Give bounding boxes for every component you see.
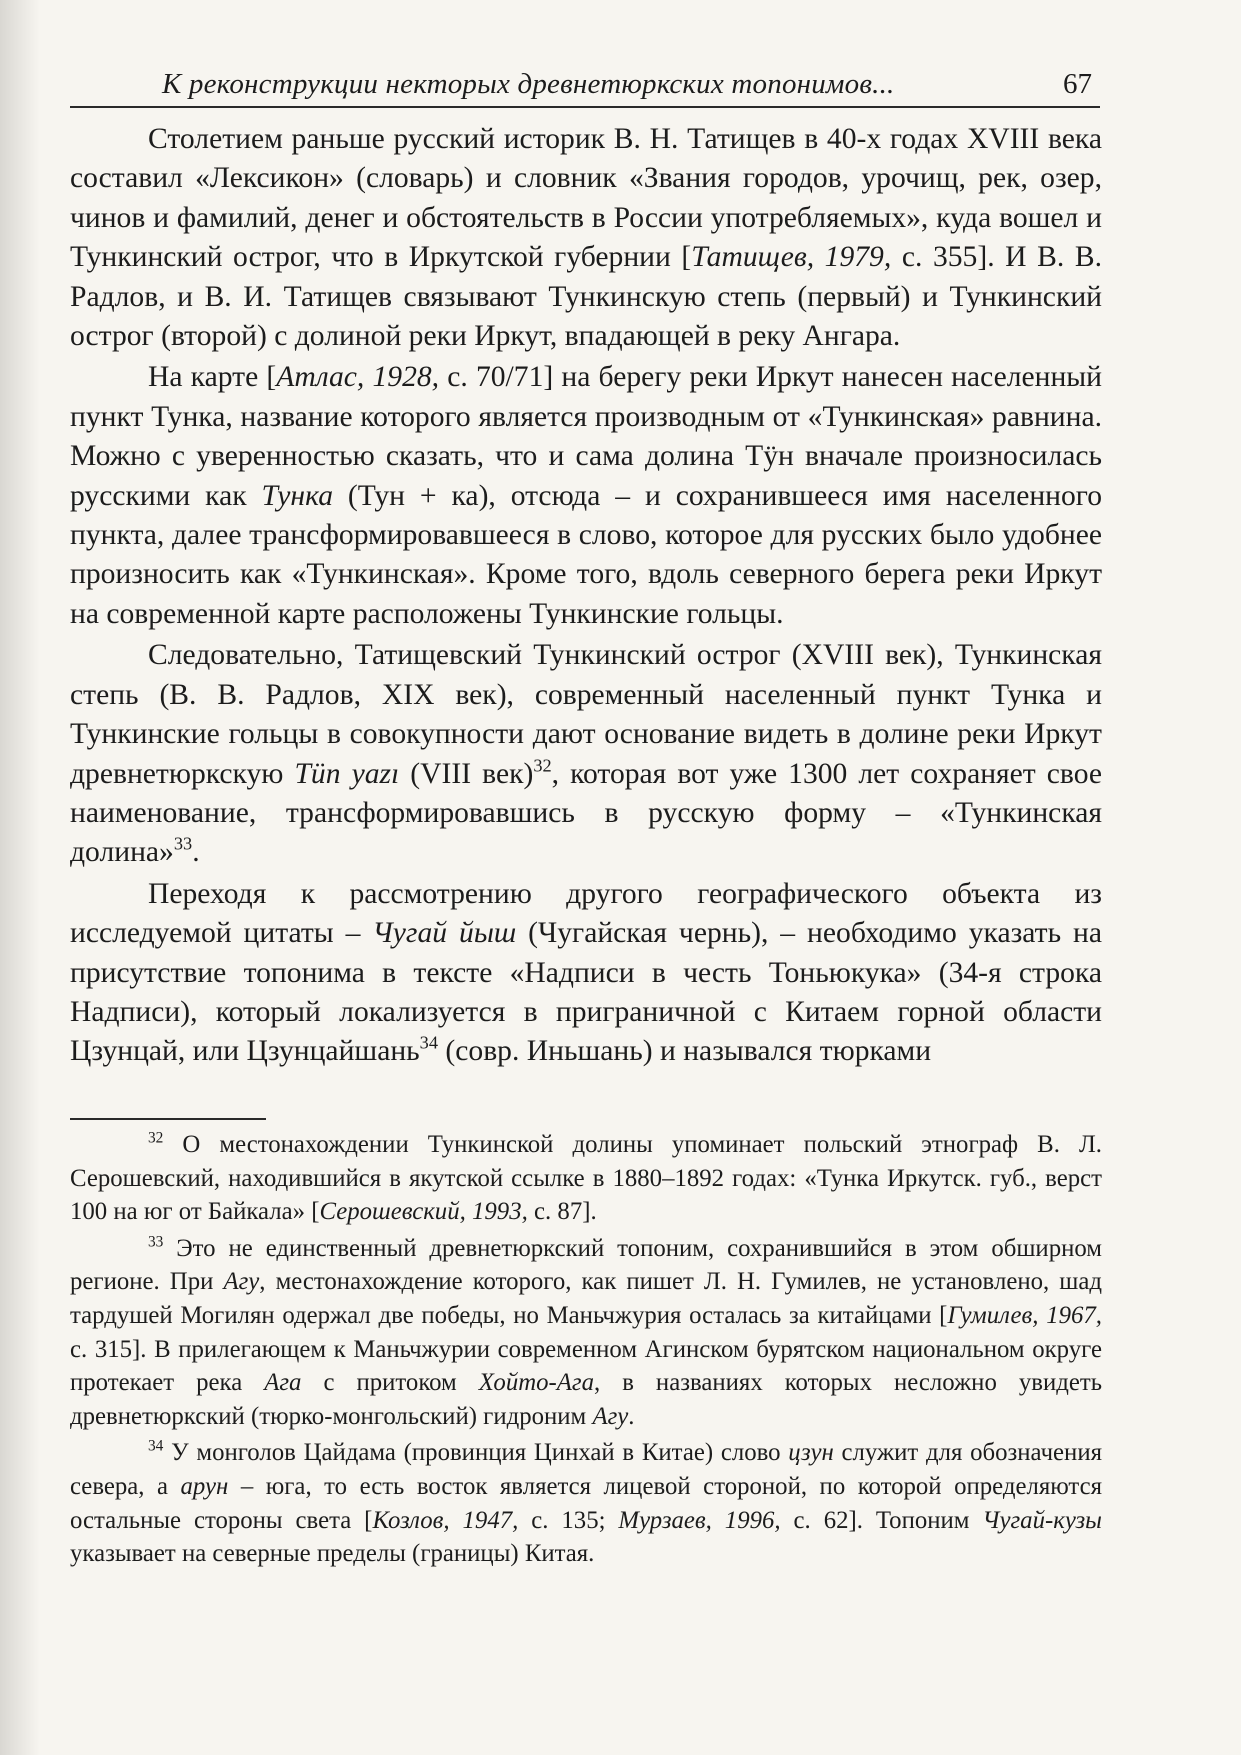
text-run: . — [628, 1402, 635, 1430]
italic-term: Тунка — [261, 479, 333, 512]
footnote-34 — [70, 1436, 1102, 1570]
footnote-ref[interactable]: 32 — [533, 755, 552, 776]
footnote-33 — [70, 1232, 1102, 1434]
text-run: , в названиях которых несложно увидеть древнетюркский (тюрко-монгольский) гидроним — [70, 1369, 1103, 1430]
text-run: служит для обозначения севера, а — [70, 1439, 1102, 1500]
citation-author: Серошевский, 1993, — [319, 1198, 528, 1226]
text-run: Следовательно, Татищевский Тункинский острог (XVIII век), Тункинская степь (В. В. Радлов, XIX век), современный населенный пункт Тунка и Тункинские гольцы в совокупности дают основание видеть в долине реки Иркут древнетюркскую — [70, 639, 1102, 790]
citation-author: Козлов, 1947, — [372, 1506, 519, 1534]
text-run: На карте [ — [148, 361, 277, 394]
paragraph-1 — [70, 120, 1102, 356]
italic-term: Чугай йыш — [372, 917, 517, 950]
italic-term: Агу — [592, 1402, 629, 1430]
text-run: , местонахождение которого, как пишет Л. Н. Гумилев, не установлено, шад тардушей Могилян одержал две победы, но Маньчжурия осталась за китайцами [ — [70, 1268, 1102, 1329]
text-run: У монголов Цайдама (провинция Цинхай в Китае) слово — [163, 1439, 789, 1467]
text-run: Это не единственный древнетюркский топоним, сохранившийся в этом обширном регионе. При — [70, 1234, 1102, 1296]
running-title: К реконструкции некторых древнетюркских топонимов... — [162, 68, 895, 100]
footnotes — [70, 1128, 1102, 1571]
page-header — [70, 62, 1100, 108]
italic-term: цзун — [788, 1439, 834, 1467]
page-number: 67 — [1063, 68, 1092, 100]
text-run: (Чугайская чернь), – необходимо указать на присутствие топонима в тексте «Надписи в честь Тоньюкука» (34-я строка Надписи), который локализуется в приграничной с Китаем горной области Цзунцай, или Цзунцайшань — [70, 917, 1103, 1068]
text-run: О местонахождении Тункинской долины упоминает польский этнограф В. Л. Серошевский, находившийся в якутской ссылке в 1880–1892 годах: «Тунка Иркутск. губ., верст 100 на юг от Байкала» [ — [70, 1131, 1102, 1226]
paragraph-3 — [70, 636, 1102, 872]
footnote-separator — [70, 1118, 266, 1120]
text-run: с. 355]. И В. В. Радлов, и В. И. Татищев связывают Тункинскую степь (первый) и Тункинский острог (второй) с долиной реки Иркут, впадающей в реку Ангара. — [70, 241, 1102, 353]
text-run: (VIII век) — [399, 757, 534, 790]
main-text — [70, 120, 1102, 1072]
text-run: с. 87]. — [527, 1198, 597, 1226]
text-run: с притоком — [301, 1369, 479, 1397]
text-run: с. 135; — [518, 1506, 619, 1534]
italic-term: Ага — [264, 1369, 302, 1397]
text-run: Столетием раньше русский историк В. Н. Татищев в 40-х годах XVIII века составил «Лексикон» (словарь) и словник «Звания городов, урочищ, рек, озер, чинов и фамилий, денег и обстоятельств в России употребляемых», куда вошел и Тункинский острог, что в Иркутской губернии [ — [70, 123, 1102, 274]
text-run: (совр. Иньшань) и назывался тюрками — [438, 1035, 932, 1068]
page-edge-shadow — [0, 0, 40, 1755]
text-run: – юга, то есть восток является лицевой стороной, по которой определяются остальные стороны света [ — [70, 1472, 1102, 1534]
citation-author: Мурзаев, 1996, — [618, 1506, 781, 1534]
italic-term: Tün yazı — [294, 757, 400, 790]
footnote-ref[interactable]: 34 — [419, 1032, 439, 1053]
italic-term: Хойто-Ага — [478, 1369, 594, 1397]
footnote-number: 33 — [148, 1233, 164, 1251]
text-run: с. 70/71] на берегу реки Иркут нанесен населенный пункт Тунка, название которого является производным от «Тункинская» равнина. Можно с уверенностью сказать, что и сама долина Тӱн вначале произносилась русскими как — [70, 361, 1103, 512]
footnote-32 — [70, 1128, 1102, 1229]
text-run: . — [192, 836, 200, 869]
italic-term: арун — [180, 1472, 229, 1500]
italic-term: Агу — [223, 1268, 260, 1296]
text-run: , которая вот уже 1300 лет сохраняет свое наименование, трансформировавшись в русскую форму – «Тункинская долина» — [70, 757, 1102, 869]
text-run: с. 62]. Топоним — [780, 1506, 983, 1534]
text-run: (Тун + ка), отсюда – и сохранившееся имя населенного пункта, далее трансформировавшееся в слово, которое для русских было удобнее произносить как «Тункинская». Кроме того, вдоль северного берега реки Иркут на современной карте расположены Тункинские гольцы. — [70, 479, 1102, 630]
text-run: с. 315]. В прилегающем к Маньчжурии современном Агинском бурятском национальном округе протекает река — [70, 1335, 1102, 1397]
citation-author: Татищев, 1979, — [691, 241, 892, 274]
citation-author: Атлас, 1928, — [276, 361, 440, 394]
footnote-number: 34 — [148, 1437, 164, 1455]
text-run: указывает на северные пределы (границы) Китая. — [70, 1540, 595, 1568]
paragraph-2 — [70, 358, 1102, 634]
footnote-ref[interactable]: 33 — [173, 833, 193, 854]
text-run: Переходя к рассмотрению другого географического объекта из исследуемой цитаты – — [70, 877, 1102, 950]
paragraph-4 — [70, 875, 1102, 1072]
citation-author: Гумилев, 1967, — [947, 1301, 1102, 1329]
footnote-number: 32 — [148, 1129, 164, 1147]
italic-term: Чугай-кузы — [982, 1506, 1102, 1534]
